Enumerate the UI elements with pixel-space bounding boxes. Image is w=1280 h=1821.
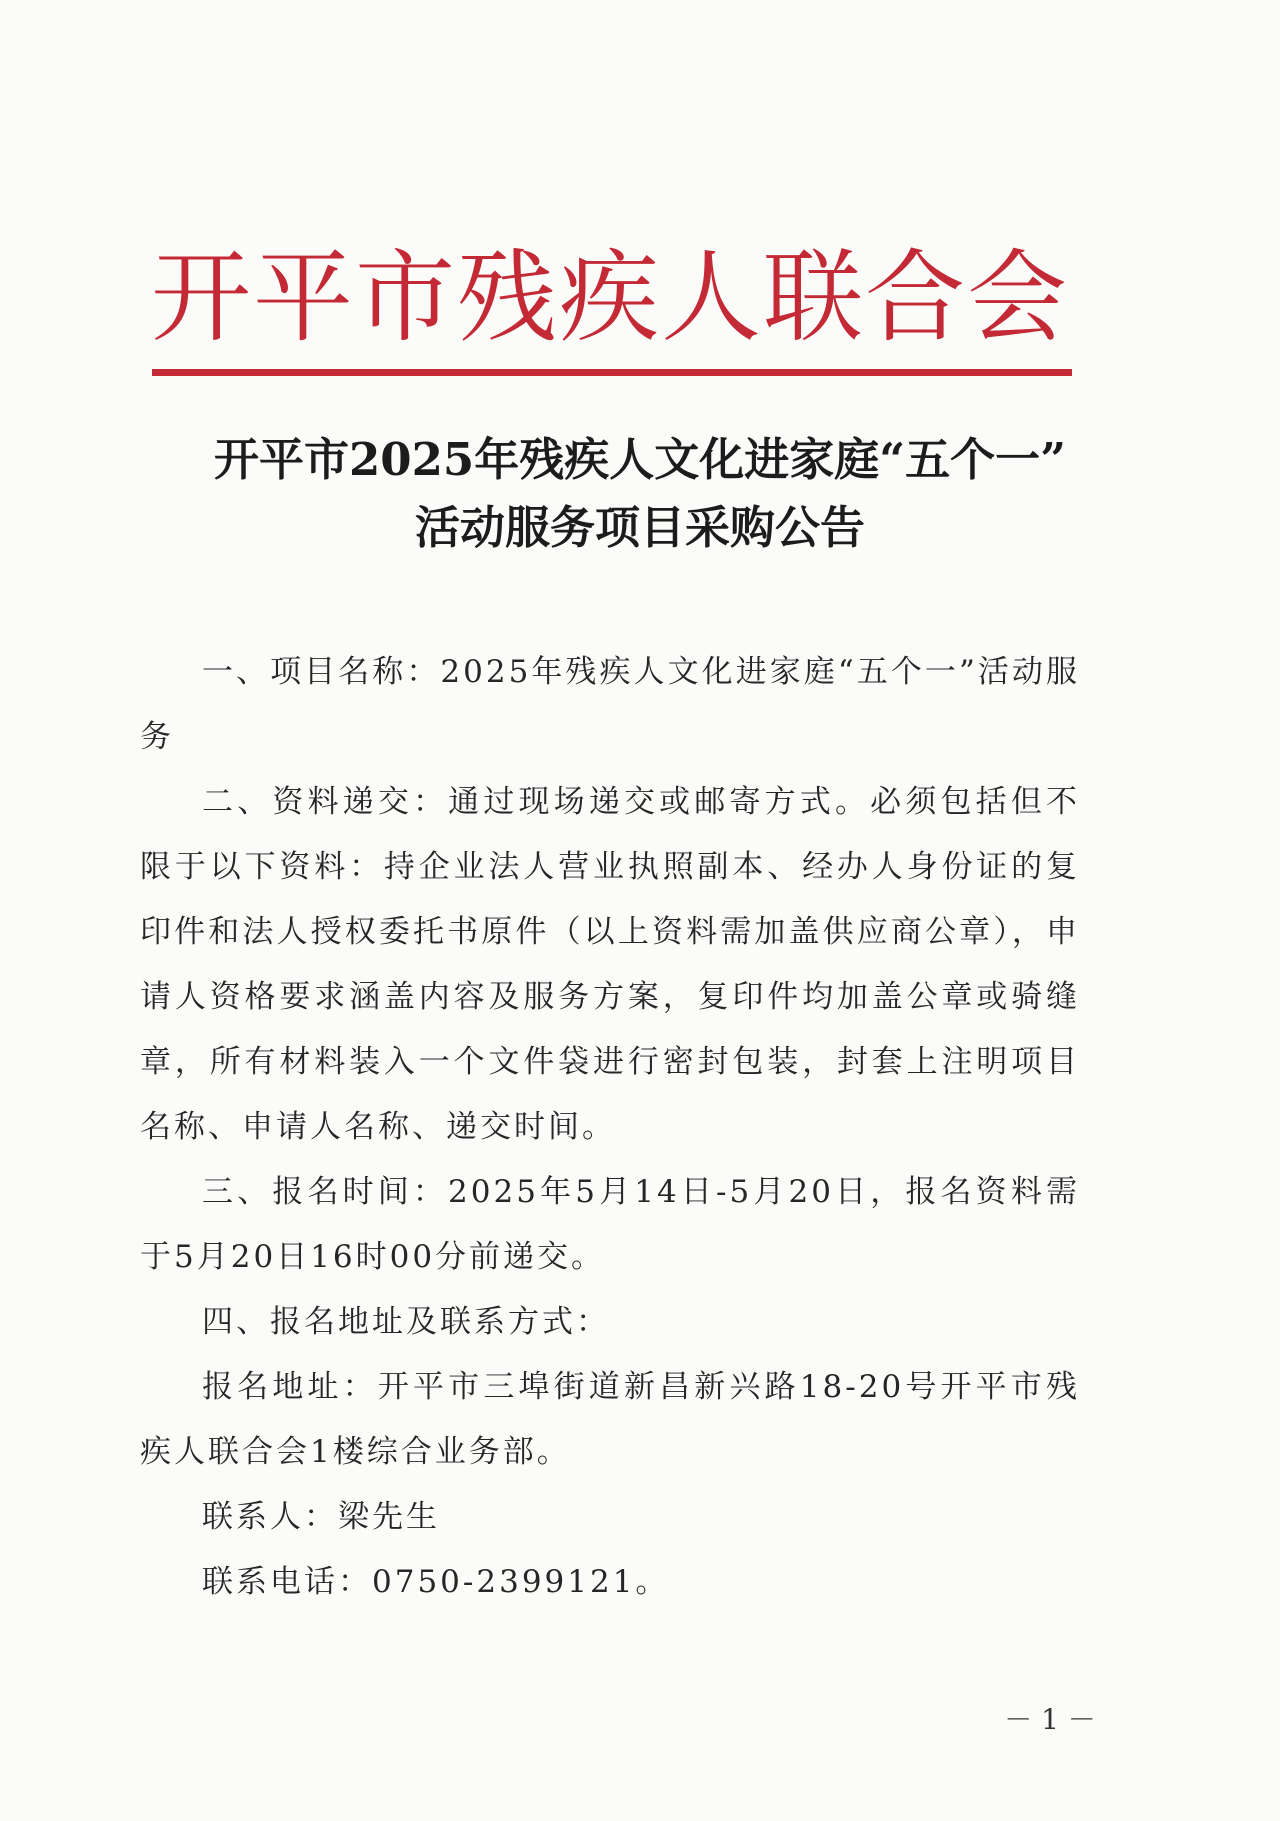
contact-person: 联系人：梁先生 (202, 1499, 440, 1535)
section-project-name: 一、项目名称：2025年残疾人文化进家庭“五个一”活动服务 (140, 654, 1080, 755)
document-body (140, 640, 1080, 1615)
section-material-submission: 二、资料递交：通过现场递交或邮寄方式。必须包括但不限于以下资料：持企业法人营业执照副本、经办人身份证的复印件和法人授权委托书原件（以上资料需加盖供应商公章），申请人资格要求涵盖内容及服务方案，复印件均加盖公章或骑缝章，所有材料装入一个文件袋进行密封包装，封套上注明项目名称、申请人名称、递交时间。 (140, 784, 1080, 1145)
letterhead-organization-name: 开平市残疾人联合会 (151, 239, 1069, 356)
page-number: － 1 － (1004, 1703, 1096, 1736)
contact-phone: 联系电话：0750-2399121。 (202, 1564, 670, 1600)
letterhead-red-rule (152, 369, 1072, 376)
section-registration-time: 三、报名时间：2025年5月14日-5月20日，报名资料需于5月20日16时00分前递交。 (140, 1174, 1080, 1275)
registration-address: 报名地址：开平市三埠街道新昌新兴路18-20号开平市残疾人联合会1楼综合业务部。 (140, 1369, 1080, 1470)
document-title-line-1: 开平市2025年残疾人文化进家庭“五个一” (213, 433, 1066, 486)
section-address-and-contact-heading: 四、报名地址及联系方式： (202, 1304, 610, 1340)
document-title-line-2: 活动服务项目采购公告 (414, 501, 865, 554)
